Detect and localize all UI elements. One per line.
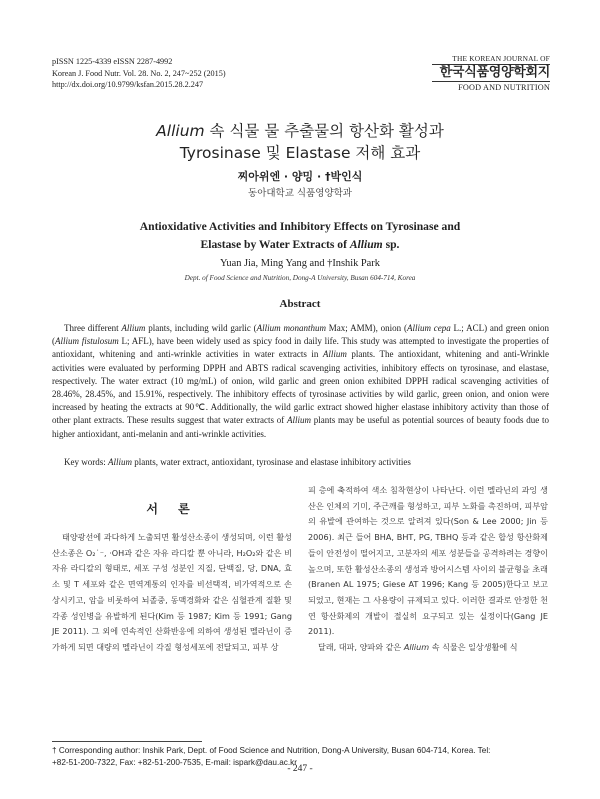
footnote-line1: † Corresponding author: Inshik Park, Dept. of Food Science and Nutrition, Dong-A University, Busan 604-714, Korea. Tel: bbox=[52, 746, 491, 755]
keywords: Key words: Allium plants, water extract, antioxidant, tyrosinase and elastase inhibitory activities bbox=[64, 457, 411, 467]
journal-title-ko: 한국식품영양학회지 bbox=[439, 65, 550, 80]
page-number: - 247 - bbox=[287, 764, 313, 774]
body-column-left bbox=[52, 530, 292, 656]
body-paragraph: 태양광선에 과다하게 노출되면 활성산소종이 생성되며, 이런 활성 산소종은 O₂˙⁻, ·OH과 같은 자유 라디칼 뿐 아니라, H₂O₂와 같은 비 자유 라디칼의 형태로, 세포 구성 성분인 지질, 단백질, 당, DNA, 효소 및 T 세포와 같은 면역계통의 인자를 비선택적, 비가역적으로 손상시키고, 암을 비롯하여 뇌졸중, 동맥경화와 같은 심혈관계 질환 및 각종 성인병을 유발하게 된다(Kim 등 1987; Kim 등 1991; Gang JE 2011). 그 외에 연속적인 산화반응에 의하여 생성된 멜라닌이 증가하게 되면 대량의 멜라닌이 각질 형성세포에 전달되고, 피부 상 bbox=[52, 532, 292, 652]
body-paragraph: 피 층에 축적하여 색소 침착현상이 나타난다. 이런 멜라닌의 과잉 생산은 인체의 기미, 주근깨를 형성하고, 피부 노화를 촉진하며, 피부암의 유발에 관여하는 것으로 알려져 있다(Son & Lee 2000; Jin 등 2006). 최근 들어 BHA, BHT, PG, TBHQ 등과 같은 합성 항산화제들이 안전성이 떨어지고, 고분자의 세포 성분들을 공격하려는 경향이 높으며, 또한 활성산소종의 생성과 방어시스템 사이의 불균형을 초래(Branen AL 1975; Giese AT 1996; Kang 등 2005)한다고 보고되었고, 현재는 그 사용량이 규제되고 있다. 이러한 결과로 안정한 천연 항산화제의 개발이 절실히 요구되고 있는 실정이다(Gang JE 2011). bbox=[308, 485, 548, 637]
body-paragraph: 달래, 대파, 양파와 같은 Allium 속 식물은 일상생활에 식 bbox=[318, 642, 518, 653]
title-line2: Tyrosinase 및 Elastase 저해 효과 bbox=[179, 144, 421, 162]
title-en-suffix: sp. bbox=[382, 238, 400, 251]
body-column-right bbox=[308, 483, 548, 656]
abstract-heading: Abstract bbox=[279, 298, 321, 310]
title-en-line1: Antioxidative Activities and Inhibitory Effects on Tyrosinase and bbox=[139, 220, 461, 233]
journal-title-en-bottom: FOOD AND NUTRITION bbox=[432, 81, 550, 92]
paper-title-en bbox=[60, 218, 540, 254]
affiliation-ko: 동아대학교 식품영양학과 bbox=[248, 188, 352, 199]
abstract-paragraph: Three different Allium plants, including wild garlic (Allium monanthum Max; AMM), onion (Allium cepa L.; ACL) and green onion (Allium fistulosum L; AFL), have been widely used as spicy food in daily life. This study was attempted to investigate the properties of antioxidant, whitening and anti-wrinkle activities in water extracts in Allium plants. The antioxidant, whitening and anti-Wrinkle activities were evaluated by performing DPPH and ABTS radical scavenging activities, inhibitory effects on tyrosinase, and elastase, respectively. The water extract (10 mg/mL) of onion, wild garlic and green onion exhibited DPPH radical scavenging activities of 28.46%, 28.45%, and 15.91%, respectively. The inhibitory effects of tyrosinase activities by wild garlic, green onion, and onion were increased by heating the extracts at 90℃. Additionally, the wild garlic extract showed higher elastase inhibitory activity than those of other plant extracts. These results suggest that water extracts of Allium plants may be useful as potential sources of beauty foods due to higher antioxidant, anti-melanin and anti-wrinkle activities. bbox=[52, 323, 549, 439]
article-meta bbox=[52, 56, 226, 91]
keywords-label: Key words: bbox=[64, 457, 108, 467]
citation-line: Korean J. Food Nutr. Vol. 28. No. 2, 247~252 (2015) bbox=[52, 68, 226, 78]
title-line1: 속 식물 물 추출물의 항산화 활성과 bbox=[204, 122, 444, 140]
title-en-line2: Elastase by Water Extracts of bbox=[200, 238, 350, 251]
abstract-body bbox=[52, 322, 549, 441]
doi-link[interactable]: http://dx.doi.org/10.9799/ksfan.2015.28.2.247 bbox=[52, 80, 204, 89]
footnote-line2: +82-51-200-7322, Fax: +82-51-200-7535, E-mail: ispark@dau.ac.kr bbox=[52, 758, 297, 767]
journal-title-en-top: THE KOREAN JOURNAL OF bbox=[432, 54, 550, 65]
section-heading-introduction: 서 론 bbox=[146, 502, 198, 516]
title-en-genus: Allium bbox=[349, 238, 383, 251]
issn-line: pISSN 1225-4339 eISSN 2287-4992 bbox=[52, 57, 173, 66]
affiliation-en: Dept. of Food Science and Nutrition, Dong-A University, Busan 604-714, Korea bbox=[184, 274, 416, 282]
authors-ko: 찌아위엔 · 양밍 · †박인식 bbox=[237, 170, 363, 183]
paper-title-ko bbox=[40, 120, 560, 164]
title-genus: Allium bbox=[156, 122, 205, 140]
footnote-rule bbox=[52, 741, 202, 742]
journal-masthead bbox=[432, 54, 550, 92]
authors-en: Yuan Jia, Ming Yang and †Inshik Park bbox=[220, 258, 380, 269]
